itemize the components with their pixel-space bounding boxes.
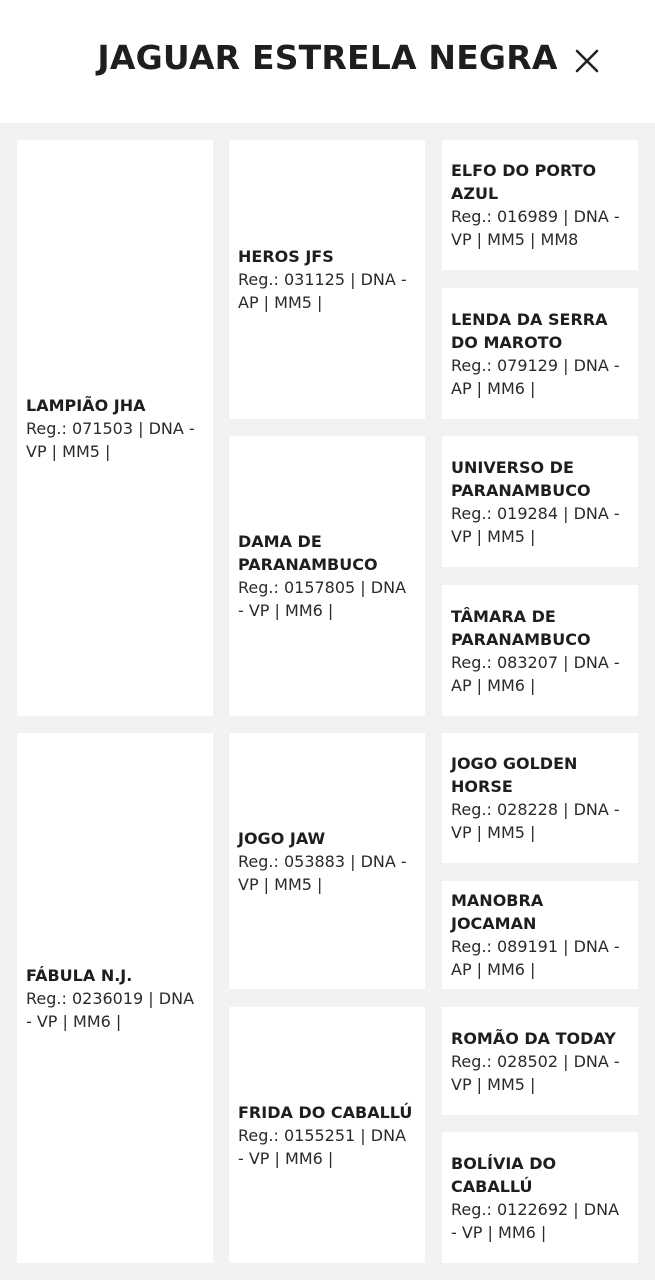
horse-registration: Reg.: 028228 | DNA - VP | MM5 |: [451, 800, 620, 842]
horse-registration: Reg.: 0157805 | DNA - VP | MM6 |: [238, 578, 407, 620]
horse-registration: Reg.: 0236019 | DNA - VP | MM6 |: [26, 988, 195, 1031]
great-grandparent-card[interactable]: [442, 140, 638, 270]
horse-name: FÁBULA N.J.: [26, 965, 133, 985]
horse-name: ELFO DO PORTO AZUL: [451, 161, 597, 203]
horse-name: JOGO JAW: [238, 828, 326, 848]
close-button[interactable]: [572, 46, 602, 76]
dam-sire-card[interactable]: [229, 733, 425, 989]
horse-registration: Reg.: 019284 | DNA - VP | MM5 |: [451, 503, 620, 546]
horse-name: BOLÍVIA DO CABALLÚ: [451, 1153, 557, 1196]
dam-card[interactable]: [17, 733, 213, 1263]
horse-name: FRIDA DO CABALLÚ: [238, 1102, 413, 1122]
horse-name: UNIVERSO DE PARANAMBUCO: [451, 457, 591, 500]
horse-registration: Reg.: 031125 | DNA - AP | MM5 |: [238, 270, 407, 312]
close-icon: [572, 46, 602, 76]
great-grandparent-card[interactable]: [442, 436, 638, 567]
horse-registration: Reg.: 053883 | DNA - VP | MM5 |: [238, 851, 407, 894]
dam-dam-card[interactable]: [229, 1007, 425, 1263]
horse-registration: Reg.: 079129 | DNA - AP | MM6 |: [451, 355, 620, 398]
horse-registration: Reg.: 089191 | DNA - AP | MM6 |: [451, 937, 620, 979]
sire-dam-card[interactable]: [229, 436, 425, 716]
horse-registration: Reg.: 071503 | DNA - VP | MM5 |: [26, 418, 195, 461]
sire-card[interactable]: [17, 140, 213, 716]
horse-name: HEROS JFS: [238, 247, 334, 266]
horse-name: DAMA DE PARANAMBUCO: [238, 532, 378, 574]
horse-name: TÂMARA DE PARANAMBUCO: [451, 606, 591, 649]
horse-registration: Reg.: 016989 | DNA - VP | MM5 | MM8: [451, 207, 620, 249]
horse-name: ROMÃO DA TODAY: [451, 1028, 616, 1048]
horse-registration: Reg.: 0155251 | DNA - VP | MM6 |: [238, 1125, 407, 1168]
horse-registration: Reg.: 028502 | DNA - VP | MM5 |: [451, 1051, 620, 1094]
great-grandparent-card[interactable]: [442, 733, 638, 863]
great-grandparent-card[interactable]: [442, 288, 638, 419]
horse-registration: Reg.: 083207 | DNA - AP | MM6 |: [451, 652, 620, 695]
great-grandparent-card[interactable]: [442, 585, 638, 716]
horse-name: LENDA DA SERRA DO MAROTO: [451, 309, 608, 352]
header: [0, 0, 655, 123]
page-title: JAGUAR ESTRELA NEGRA: [97, 38, 558, 77]
great-grandparent-card[interactable]: [442, 1007, 638, 1115]
horse-name: JOGO GOLDEN HORSE: [451, 754, 578, 796]
great-grandparent-card[interactable]: [442, 881, 638, 989]
horse-name: MANOBRA JOCAMAN: [451, 891, 544, 933]
sire-sire-card[interactable]: [229, 140, 425, 419]
horse-registration: Reg.: 0122692 | DNA - VP | MM6 |: [451, 1199, 620, 1242]
great-grandparent-card[interactable]: [442, 1132, 638, 1263]
horse-name: LAMPIÃO JHA: [26, 395, 146, 415]
